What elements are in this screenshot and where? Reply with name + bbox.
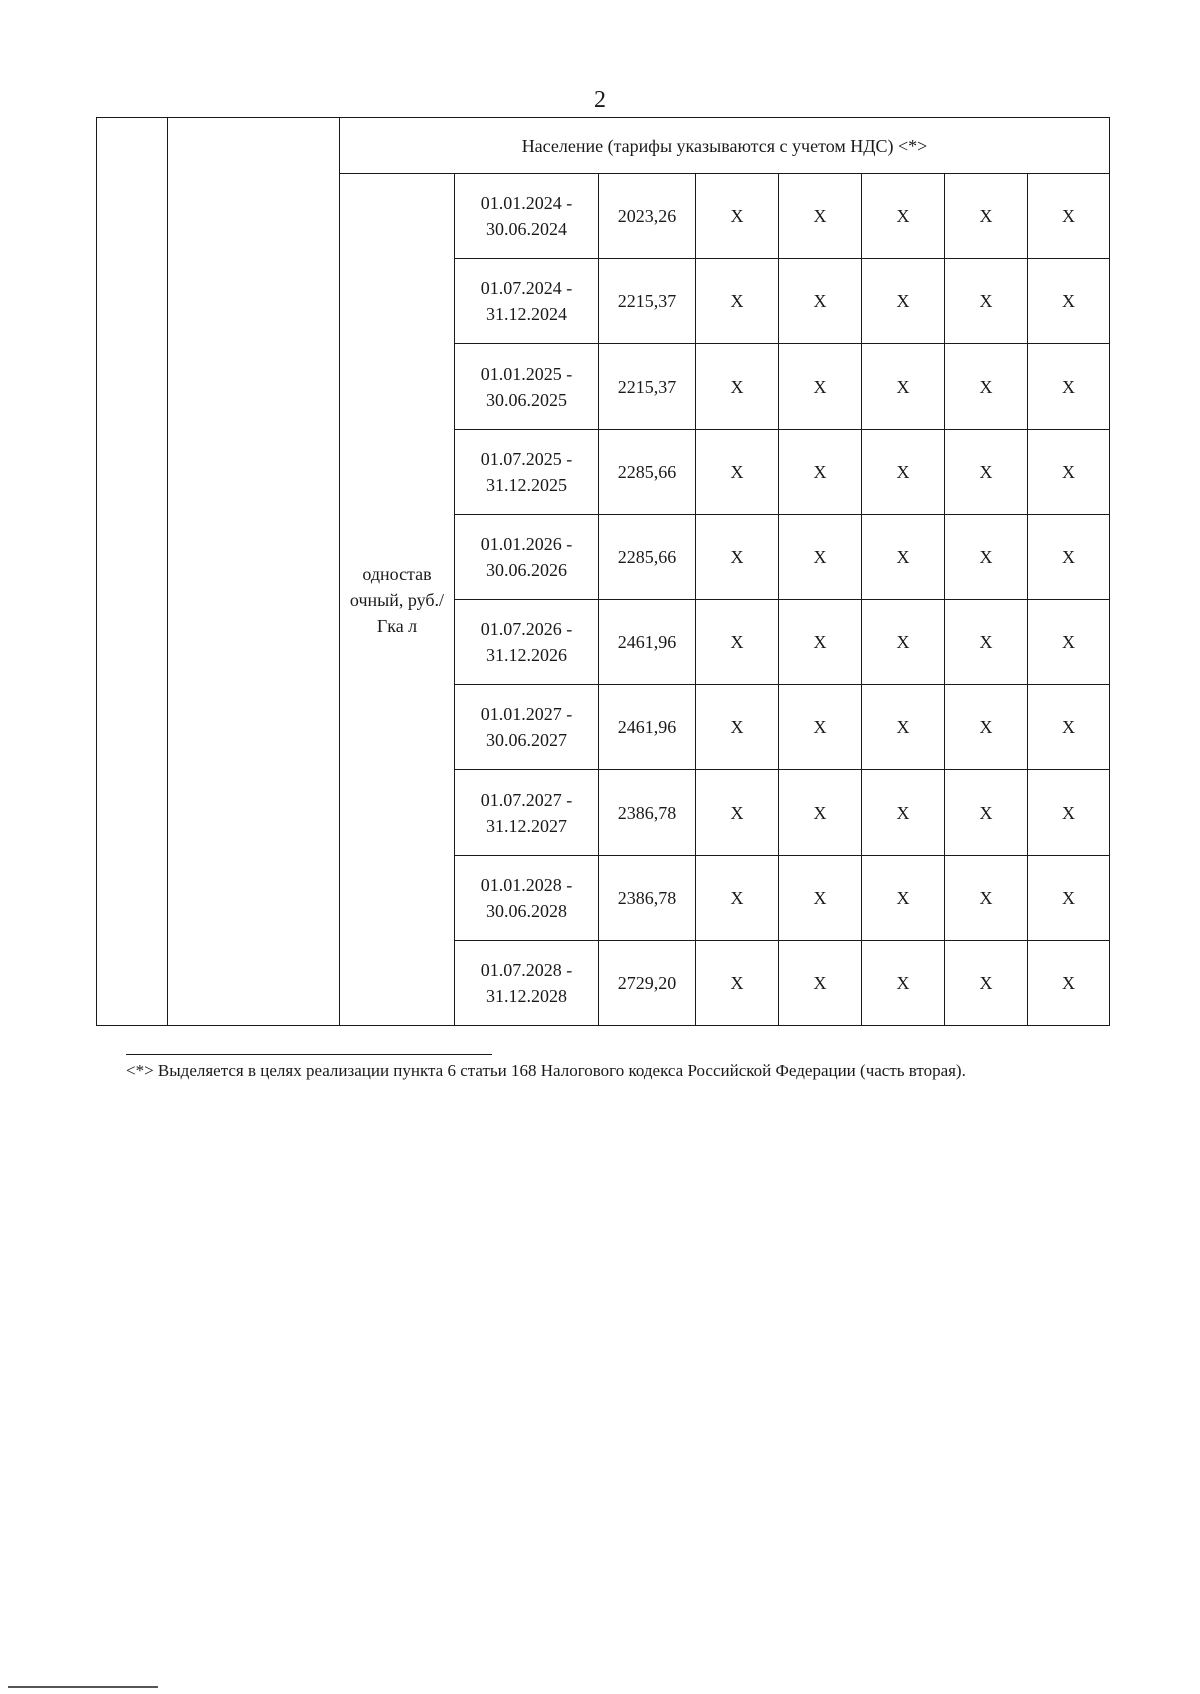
period-cell: 01.01.2027 - 30.06.2027 <box>455 685 599 770</box>
table-body <box>97 118 1110 1026</box>
price-cell: 2729,20 <box>599 940 696 1025</box>
x-mark-cell: X <box>696 344 779 429</box>
price-cell: 2285,66 <box>599 514 696 599</box>
x-mark-cell: X <box>1028 940 1110 1025</box>
x-mark-cell: X <box>945 770 1028 855</box>
x-mark-cell: X <box>1028 429 1110 514</box>
x-mark-cell: X <box>696 600 779 685</box>
scan-edge-mark <box>8 1686 158 1688</box>
x-mark-cell: X <box>945 600 1028 685</box>
x-mark-cell: X <box>1028 855 1110 940</box>
x-mark-cell: X <box>779 685 862 770</box>
x-mark-cell: X <box>1028 770 1110 855</box>
x-mark-cell: X <box>696 514 779 599</box>
period-cell: 01.01.2026 - 30.06.2026 <box>455 514 599 599</box>
x-mark-cell: X <box>696 855 779 940</box>
x-mark-cell: X <box>1028 514 1110 599</box>
price-cell: 2386,78 <box>599 855 696 940</box>
x-mark-cell: X <box>779 429 862 514</box>
x-mark-cell: X <box>696 685 779 770</box>
x-mark-cell: X <box>862 174 945 259</box>
price-cell: 2023,26 <box>599 174 696 259</box>
x-mark-cell: X <box>862 855 945 940</box>
period-cell: 01.01.2024 - 30.06.2024 <box>455 174 599 259</box>
x-mark-cell: X <box>696 429 779 514</box>
page-number: 2 <box>594 87 606 113</box>
x-mark-cell: X <box>945 855 1028 940</box>
x-mark-cell: X <box>945 940 1028 1025</box>
x-mark-cell: X <box>696 174 779 259</box>
x-mark-cell: X <box>945 429 1028 514</box>
price-cell: 2461,96 <box>599 685 696 770</box>
header-row <box>97 118 1110 174</box>
period-cell: 01.07.2025 - 31.12.2025 <box>455 429 599 514</box>
blank-cell-second-column <box>168 118 340 1026</box>
price-cell: 2215,37 <box>599 344 696 429</box>
x-mark-cell: X <box>862 429 945 514</box>
x-mark-cell: X <box>862 685 945 770</box>
footnote: <*> Выделяется в целях реализации пункта 6 статьи 168 Налогового кодекса Российской Федерации (часть вторая). <box>126 1061 966 1080</box>
x-mark-cell: X <box>1028 685 1110 770</box>
group-header: Население (тарифы указываются с учетом НДС) <*> <box>340 118 1110 174</box>
x-mark-cell: X <box>945 174 1028 259</box>
x-mark-cell: X <box>945 514 1028 599</box>
tariff-table <box>96 117 1110 1026</box>
price-cell: 2461,96 <box>599 600 696 685</box>
x-mark-cell: X <box>779 855 862 940</box>
period-cell: 01.07.2026 - 31.12.2026 <box>455 600 599 685</box>
x-mark-cell: X <box>779 770 862 855</box>
period-cell: 01.07.2024 - 31.12.2024 <box>455 259 599 344</box>
period-cell: 01.01.2028 - 30.06.2028 <box>455 855 599 940</box>
x-mark-cell: X <box>945 685 1028 770</box>
period-cell: 01.07.2027 - 31.12.2027 <box>455 770 599 855</box>
x-mark-cell: X <box>779 514 862 599</box>
price-cell: 2386,78 <box>599 770 696 855</box>
price-cell: 2285,66 <box>599 429 696 514</box>
x-mark-cell: X <box>696 259 779 344</box>
x-mark-cell: X <box>862 259 945 344</box>
x-mark-cell: X <box>696 940 779 1025</box>
unit-cell: одностав очный, руб./Гка л <box>340 174 455 1026</box>
x-mark-cell: X <box>862 770 945 855</box>
x-mark-cell: X <box>696 770 779 855</box>
period-cell: 01.07.2028 - 31.12.2028 <box>455 940 599 1025</box>
x-mark-cell: X <box>1028 259 1110 344</box>
x-mark-cell: X <box>779 174 862 259</box>
x-mark-cell: X <box>862 940 945 1025</box>
price-cell: 2215,37 <box>599 259 696 344</box>
blank-cell-first-column <box>97 118 168 1026</box>
x-mark-cell: X <box>1028 174 1110 259</box>
x-mark-cell: X <box>862 344 945 429</box>
x-mark-cell: X <box>945 259 1028 344</box>
x-mark-cell: X <box>1028 344 1110 429</box>
x-mark-cell: X <box>779 259 862 344</box>
footnote-rule <box>126 1054 492 1055</box>
period-cell: 01.01.2025 - 30.06.2025 <box>455 344 599 429</box>
x-mark-cell: X <box>779 344 862 429</box>
x-mark-cell: X <box>779 940 862 1025</box>
x-mark-cell: X <box>945 344 1028 429</box>
x-mark-cell: X <box>862 514 945 599</box>
x-mark-cell: X <box>862 600 945 685</box>
x-mark-cell: X <box>779 600 862 685</box>
x-mark-cell: X <box>1028 600 1110 685</box>
